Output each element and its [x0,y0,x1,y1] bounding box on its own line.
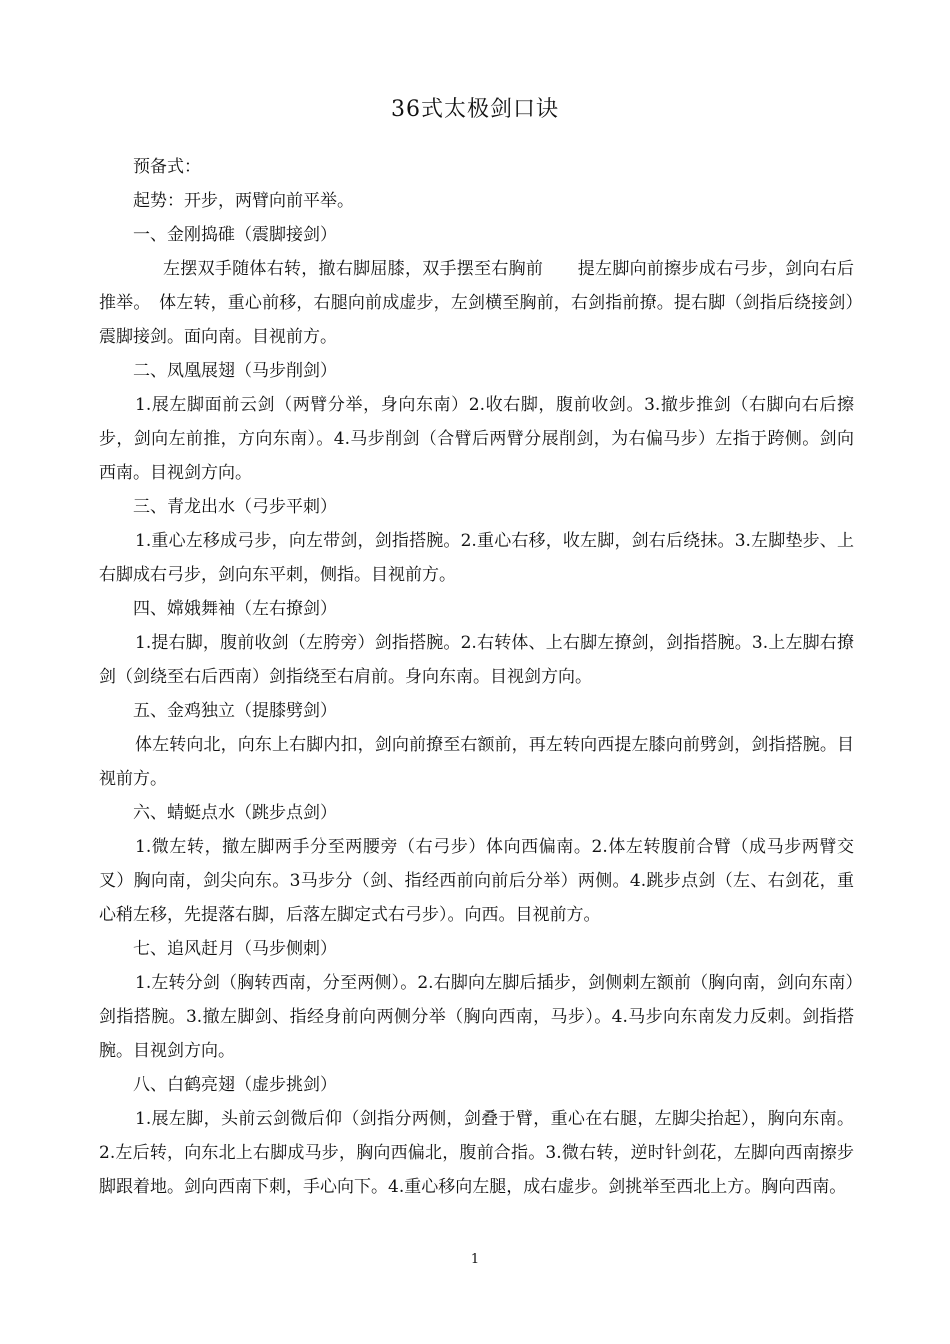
section-text-2: 1.展左脚面前云剑（两臂分举，身向东南）2.收右脚，腹前收剑。3.撤步推剑（右脚向右后擦步，剑向左前推，方向东南）。4.马步削剑（合臂后两臂分展削剑，为右偏马步）左指于跨侧。剑向西南。目视剑方向。 [99,395,854,483]
preparation-line: 预备式： [133,157,201,177]
section-text-4: 1.提右脚，腹前收剑（左胯旁）剑指搭腕。2.右转体、上右脚左撩剑，剑指搭腕。3.上左脚右撩剑（剑绕至右后西南）剑指绕至右肩前。身向东南。目视剑方向。 [99,633,854,687]
section-text-5: 体左转向北，向东上右脚内扣，剑向前撩至右额前，再左转向西提左膝向前劈剑，剑指搭腕。目视前方。 [99,735,854,789]
section-text-8: 1.展左脚，头前云剑微后仰（剑指分两侧，剑叠于臂，重心在右腿，左脚尖抬起），胸向东南。2.左后转，向东北上右脚成马步，胸向西偏北，腹前合指。3.微右转，逆时针剑花，左脚向西南擦步脚跟着地。剑向西南下刺，手心向下。4.重心移向左腿，成右虚步。剑挑举至西北上方。胸向西南。 [99,1109,854,1197]
opening-line: 起势：开步，两臂向前平举。 [133,191,354,211]
page-number: 1 [470,1252,480,1267]
section-heading-7: 七、追风赶月（马步侧刺） [133,939,337,959]
section-heading-2: 二、凤凰展翅（马步削剑） [133,361,337,381]
section-heading-6: 六、蜻蜓点水（跳步点剑） [133,803,337,823]
section-heading-5: 五、金鸡独立（提膝劈剑） [133,701,337,721]
document-body [99,150,854,1204]
section-heading-8: 八、白鹤亮翅（虚步挑剑） [133,1075,337,1095]
section-heading-3: 三、青龙出水（弓步平刺） [133,497,337,517]
section-text-3: 1.重心左移成弓步，向左带剑，剑指搭腕。2.重心右移，收左脚，剑右后绕抹。3.左脚垫步、上右脚成右弓步，剑向东平刺，侧指。目视前方。 [99,531,854,585]
section-text-6: 1.微左转，撤左脚两手分至两腰旁（右弓步）体向西偏南。2.体左转腹前合臂（成马步两臂交叉）胸向南，剑尖向东。3马步分（剑、指经西前向前后分举）两侧。4.跳步点剑（左、右剑花，重心稍左移，先提落右脚，后落左脚定式右弓步）。向西。目视前方。 [99,837,854,925]
section-heading-1: 一、金刚捣碓（震脚接剑） [133,225,337,245]
document-title: 36式太极剑口诀 [391,97,559,122]
section-heading-4: 四、嫦娥舞袖（左右撩剑） [133,599,337,619]
section-text-1: 左摆双手随体右转，撤右脚屈膝，双手摆至右胸前 提左脚向前擦步成右弓步，剑向右后推举。 体左转，重心前移，右腿向前成虚步，左剑横至胸前，右剑指前撩。提右脚（剑指后绕接剑）震脚接剑。面向南。目视前方。 [99,259,854,347]
section-text-7: 1.左转分剑（胸转西南，分至两侧）。2.右脚向左脚后插步，剑侧刺左额前（胸向南，剑向东南）剑指搭腕。3.撤左脚剑、指经身前向两侧分举（胸向西南，马步）。4.马步向东南发力反刺。剑指搭腕。目视剑方向。 [99,973,854,1061]
